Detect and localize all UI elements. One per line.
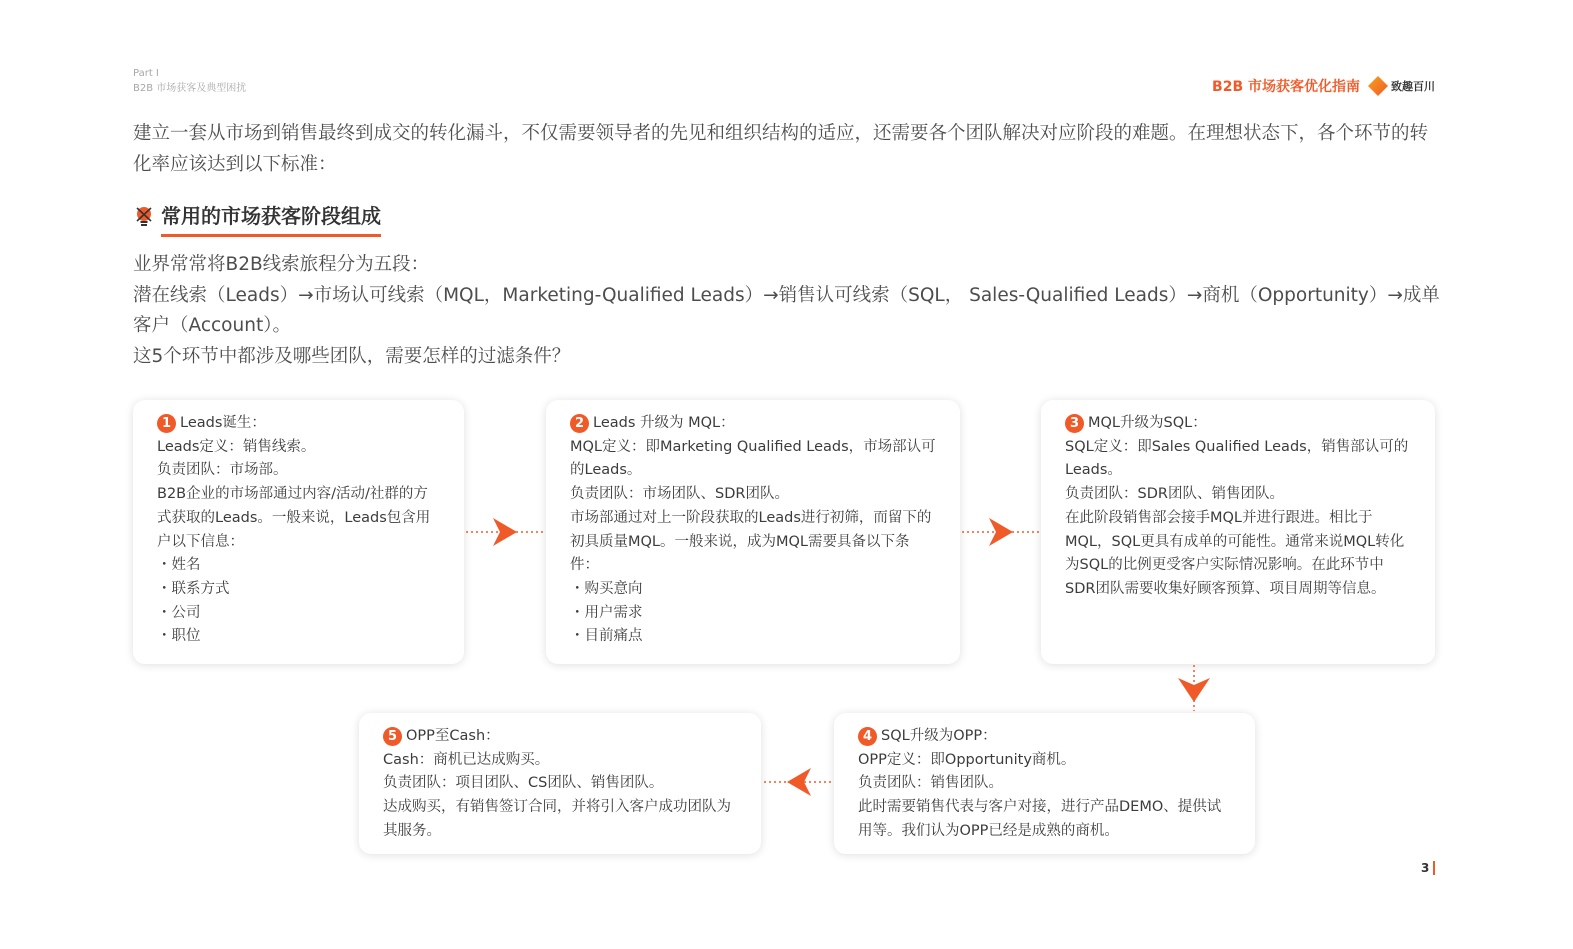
bullet-item: ・ 联系方式 bbox=[157, 578, 440, 602]
stage-heading bbox=[383, 725, 737, 749]
stage-number-badge: 5 bbox=[383, 727, 402, 746]
part-label bbox=[133, 66, 246, 96]
stage-line: 负责团队：销售团队。 bbox=[858, 775, 1003, 792]
bullet-item: ・ 公司 bbox=[157, 602, 440, 626]
description-line: 潜在线索（Leads）→市场认可线索（MQL，Marketing-Qualified Leads）→销售认可线索（SQL， Sales-Qualified Leads）→商机（Opportunity）→成单客户（Account）。 bbox=[133, 284, 1440, 336]
stage-card-4 bbox=[834, 713, 1255, 854]
page-number-text: 3 bbox=[1421, 861, 1430, 875]
stage-number-badge: 2 bbox=[570, 414, 589, 433]
stage-title: MQL升级为SQL： bbox=[1088, 415, 1207, 431]
brand-title: B2B 市场获客优化指南 bbox=[1212, 79, 1360, 95]
arrow-down-icon bbox=[1176, 664, 1212, 712]
stage-card-5 bbox=[359, 713, 761, 854]
page-marker bbox=[1433, 861, 1435, 875]
description-line: 这5个环节中都涉及哪些团队，需要怎样的过滤条件？ bbox=[133, 345, 571, 367]
stage-line: 负责团队：SDR团队、销售团队。 bbox=[1065, 486, 1284, 503]
stage-line: 达成购买，有销售签订合同，并将引入客户成功团队为其服务。 bbox=[383, 799, 731, 839]
stage-title: SQL升级为OPP： bbox=[881, 728, 997, 744]
stage-heading bbox=[1065, 412, 1411, 436]
stage-line: 市场部通过对上一阶段获取的Leads进行初筛，而留下的初具质量MQL。一般来说，成为MQL需要具备以下条件： bbox=[570, 509, 932, 574]
stage-line: 此时需要销售代表与客户对接，进行产品DEMO、提供试用等。我们认为OPP已经是成熟的商机。 bbox=[858, 799, 1222, 839]
bullet-item: ・ 购买意向 bbox=[570, 578, 936, 602]
stage-heading bbox=[570, 412, 936, 436]
part-subtitle: B2B 市场获客及典型困扰 bbox=[133, 83, 247, 94]
stage-line: 负责团队：市场部。 bbox=[157, 462, 288, 479]
stage-line: Leads定义：销售线索。 bbox=[157, 438, 316, 455]
stage-line: 负责团队：项目团队、CS团队、销售团队。 bbox=[383, 775, 664, 792]
stage-line: B2B企业的市场部通过内容/活动/社群的方式获取的Leads。一般来说，Leads包含用户以下信息： bbox=[157, 486, 431, 550]
stage-heading bbox=[157, 412, 440, 436]
stage-number-badge: 1 bbox=[157, 414, 176, 433]
description bbox=[133, 250, 1443, 372]
stage-card-1 bbox=[133, 400, 464, 664]
stage-bullets bbox=[157, 554, 440, 649]
stage-line: 负责团队：市场团队、SDR团队。 bbox=[570, 486, 789, 503]
stage-number-badge: 4 bbox=[858, 727, 877, 746]
stage-heading bbox=[858, 725, 1231, 749]
bullet-item: ・ 用户需求 bbox=[570, 602, 936, 626]
section-heading bbox=[133, 200, 381, 233]
stage-title: Leads 升级为 MQL： bbox=[593, 415, 735, 431]
stage-number-badge: 3 bbox=[1065, 414, 1084, 433]
logo-text: 致趣百川 bbox=[1391, 79, 1435, 93]
page-number bbox=[1421, 861, 1435, 875]
stage-line: SQL定义：即Sales Qualified Leads，销售部认可的Leads。 bbox=[1065, 438, 1409, 479]
arrow-left-icon bbox=[763, 765, 833, 799]
section-title: 常用的市场获客阶段组成 bbox=[161, 200, 381, 233]
brand-header bbox=[1212, 76, 1435, 96]
part-number: Part I bbox=[133, 68, 159, 79]
stage-card-2 bbox=[546, 400, 960, 664]
arrow-right-icon bbox=[465, 515, 545, 549]
stage-title: OPP至Cash： bbox=[406, 728, 500, 744]
brand-logo bbox=[1368, 76, 1435, 96]
stage-bullets bbox=[570, 578, 936, 649]
stage-card-3 bbox=[1041, 400, 1435, 664]
stage-line: OPP定义：即Opportunity商机。 bbox=[858, 751, 1076, 768]
arrow-right-icon bbox=[961, 515, 1041, 549]
intro-paragraph: 建立一套从市场到销售最终到成交的转化漏斗，不仅需要领导者的先见和组织结构的适应，还需要各个团队解决对应阶段的难题。在理想状态下，各个环节的转化率应该达到以下标准： bbox=[133, 123, 1429, 175]
stage-line: Cash：商机已达成购买。 bbox=[383, 751, 550, 768]
lightbulb-icon bbox=[133, 205, 155, 229]
bullet-item: ・ 目前痛点 bbox=[570, 625, 936, 649]
stage-title: Leads诞生： bbox=[180, 415, 266, 431]
bullet-item: ・ 职位 bbox=[157, 625, 440, 649]
logo-mark-icon bbox=[1368, 76, 1388, 96]
description-line: 业界常常将B2B线索旅程分为五段： bbox=[133, 254, 430, 275]
stage-line: MQL定义：即Marketing Qualified Leads，市场部认可的Leads。 bbox=[570, 438, 936, 479]
bullet-item: ・ 姓名 bbox=[157, 554, 440, 578]
stage-line: 在此阶段销售部会接手MQL并进行跟进。相比于MQL，SQL更具有成单的可能性。通常来说MQL转化为SQL的比例更受客户实际情况影响。在此环节中SDR团队需要收集好顾客预算、项目周期等信息。 bbox=[1065, 509, 1405, 597]
